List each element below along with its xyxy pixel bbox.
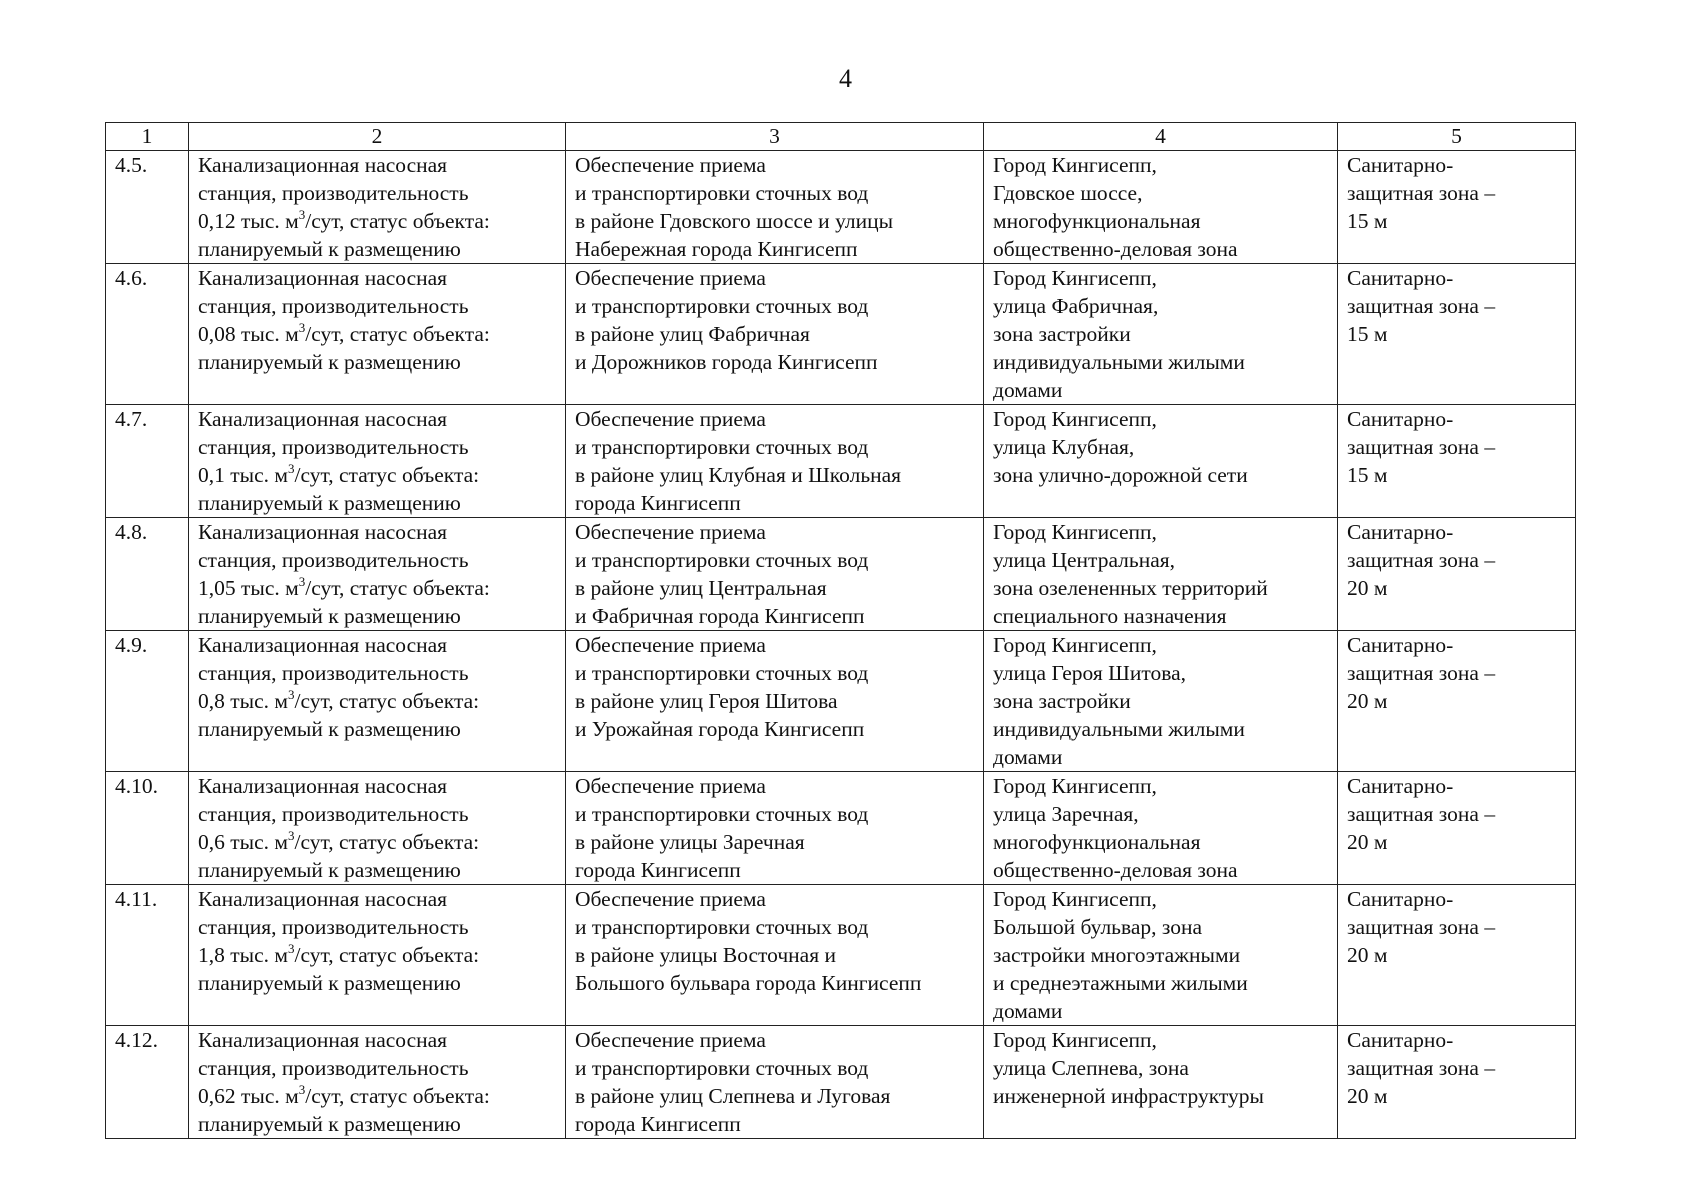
purpose-line: и Дорожников города Кингисепп bbox=[575, 350, 878, 374]
cubic-superscript: 3 bbox=[298, 320, 306, 335]
zone-line: 20 м bbox=[1347, 689, 1388, 713]
location-line: инженерной инфраструктуры bbox=[993, 1084, 1264, 1108]
table-row bbox=[106, 405, 1576, 518]
location-line: зона улично-дорожной сети bbox=[993, 463, 1248, 487]
object-line: планируемый к размещению bbox=[198, 237, 461, 261]
location-line: Город Кингисепп, bbox=[993, 153, 1157, 177]
purpose-line: Обеспечение приема bbox=[575, 520, 766, 544]
zone-line: защитная зона – bbox=[1347, 915, 1496, 939]
capacity-unit-status: /сут, статус объекта: bbox=[305, 322, 490, 346]
object-line: планируемый к размещению bbox=[198, 350, 461, 374]
location-line: Город Кингисепп, bbox=[993, 1028, 1157, 1052]
zone-line: Санитарно- bbox=[1347, 774, 1454, 798]
object-line: станция, производительность bbox=[198, 435, 469, 459]
object-cell bbox=[189, 772, 566, 885]
object-line: Канализационная насосная bbox=[198, 266, 448, 290]
column-number: 5 bbox=[1338, 123, 1576, 151]
row-number-cell bbox=[106, 631, 189, 772]
row-number: 4.5. bbox=[115, 153, 148, 177]
purpose-line: в районе улицы Восточная и bbox=[575, 943, 836, 967]
purpose-line: города Кингисепп bbox=[575, 858, 741, 882]
row-number: 4.9. bbox=[115, 633, 148, 657]
table-body bbox=[106, 151, 1576, 1139]
row-number-cell bbox=[106, 1026, 189, 1139]
object-line: Канализационная насосная bbox=[198, 1028, 448, 1052]
object-cell bbox=[189, 518, 566, 631]
row-number-cell bbox=[106, 151, 189, 264]
zone-cell bbox=[1338, 885, 1576, 1026]
object-line: Канализационная насосная bbox=[198, 407, 448, 431]
capacity-unit-status: /сут, статус объекта: bbox=[305, 576, 490, 600]
location-line: многофункциональная bbox=[993, 209, 1201, 233]
object-cell bbox=[189, 405, 566, 518]
location-cell bbox=[984, 772, 1338, 885]
capacity-unit-status: /сут, статус объекта: bbox=[305, 1084, 490, 1108]
location-line: специального назначения bbox=[993, 604, 1227, 628]
purpose-line: в районе улиц Клубная и Школьная bbox=[575, 463, 902, 487]
object-cell bbox=[189, 631, 566, 772]
location-line: зона застройки bbox=[993, 322, 1131, 346]
zone-cell bbox=[1338, 518, 1576, 631]
purpose-line: и транспортировки сточных вод bbox=[575, 802, 869, 826]
capacity-unit-status: /сут, статус объекта: bbox=[305, 209, 490, 233]
zone-line: Санитарно- bbox=[1347, 153, 1454, 177]
purpose-line: Обеспечение приема bbox=[575, 266, 766, 290]
capacity-value: 0,08 тыс. м bbox=[198, 322, 299, 346]
purpose-line: в районе улиц Фабричная bbox=[575, 322, 810, 346]
purpose-line: и транспортировки сточных вод bbox=[575, 181, 869, 205]
object-line: станция, производительность bbox=[198, 181, 469, 205]
zone-line: 20 м bbox=[1347, 943, 1388, 967]
object-cell bbox=[189, 264, 566, 405]
capacity-value: 1,8 тыс. м bbox=[198, 943, 288, 967]
location-cell bbox=[984, 264, 1338, 405]
purpose-line: Обеспечение приема bbox=[575, 407, 766, 431]
zone-line: защитная зона – bbox=[1347, 1056, 1496, 1080]
object-line: планируемый к размещению bbox=[198, 491, 461, 515]
object-cell bbox=[189, 885, 566, 1026]
zone-line: защитная зона – bbox=[1347, 548, 1496, 572]
location-line: Гдовское шоссе, bbox=[993, 181, 1143, 205]
object-line: планируемый к размещению bbox=[198, 1112, 461, 1136]
purpose-line: и Урожайная города Кингисепп bbox=[575, 717, 865, 741]
object-line: Канализационная насосная bbox=[198, 153, 448, 177]
page-number: 4 bbox=[839, 64, 852, 93]
purpose-line: Обеспечение приема bbox=[575, 633, 766, 657]
purpose-cell bbox=[566, 772, 984, 885]
purpose-cell bbox=[566, 885, 984, 1026]
row-number-cell bbox=[106, 885, 189, 1026]
zone-line: защитная зона – bbox=[1347, 181, 1496, 205]
object-line: станция, производительность bbox=[198, 915, 469, 939]
cubic-superscript: 3 bbox=[298, 574, 306, 589]
capacity-line bbox=[198, 461, 557, 489]
purpose-line: Большого бульвара города Кингисепп bbox=[575, 971, 922, 995]
location-cell bbox=[984, 1026, 1338, 1139]
zone-line: 15 м bbox=[1347, 322, 1388, 346]
purpose-line: и транспортировки сточных вод bbox=[575, 915, 869, 939]
object-cell bbox=[189, 151, 566, 264]
purpose-line: в районе улиц Слепнева и Луговая bbox=[575, 1084, 891, 1108]
location-line: зона озелененных территорий bbox=[993, 576, 1268, 600]
row-number: 4.12. bbox=[115, 1028, 158, 1052]
facilities-table bbox=[105, 122, 1576, 1139]
purpose-cell bbox=[566, 1026, 984, 1139]
location-line: зона застройки bbox=[993, 689, 1131, 713]
object-line: Канализационная насосная bbox=[198, 887, 448, 911]
purpose-line: и транспортировки сточных вод bbox=[575, 661, 869, 685]
row-number-cell bbox=[106, 772, 189, 885]
table-row bbox=[106, 885, 1576, 1026]
capacity-value: 0,8 тыс. м bbox=[198, 689, 288, 713]
zone-line: Санитарно- bbox=[1347, 1028, 1454, 1052]
purpose-line: и транспортировки сточных вод bbox=[575, 548, 869, 572]
location-line: домами bbox=[993, 378, 1063, 402]
zone-cell bbox=[1338, 405, 1576, 518]
capacity-unit-status: /сут, статус объекта: bbox=[294, 689, 480, 713]
location-line: улица Заречная, bbox=[993, 802, 1139, 826]
object-cell bbox=[189, 1026, 566, 1139]
purpose-line: в районе улиц Центральная bbox=[575, 576, 827, 600]
purpose-line: Обеспечение приема bbox=[575, 774, 766, 798]
object-line: планируемый к размещению bbox=[198, 717, 461, 741]
purpose-cell bbox=[566, 518, 984, 631]
location-line: улица Слепнева, зона bbox=[993, 1056, 1189, 1080]
zone-line: Санитарно- bbox=[1347, 407, 1454, 431]
row-number: 4.8. bbox=[115, 520, 148, 544]
location-line: улица Клубная, bbox=[993, 435, 1135, 459]
purpose-line: Обеспечение приема bbox=[575, 1028, 766, 1052]
table-row bbox=[106, 631, 1576, 772]
location-line: домами bbox=[993, 745, 1063, 769]
capacity-value: 0,6 тыс. м bbox=[198, 830, 288, 854]
capacity-line bbox=[198, 574, 557, 602]
zone-line: Санитарно- bbox=[1347, 266, 1454, 290]
purpose-line: Набережная города Кингисепп bbox=[575, 237, 858, 261]
capacity-line bbox=[198, 941, 557, 969]
cubic-superscript: 3 bbox=[288, 941, 295, 956]
object-line: планируемый к размещению bbox=[198, 604, 461, 628]
purpose-line: в районе улицы Заречная bbox=[575, 830, 805, 854]
location-line: застройки многоэтажными bbox=[993, 943, 1241, 967]
row-number: 4.6. bbox=[115, 266, 148, 290]
location-line: общественно-деловая зона bbox=[993, 858, 1238, 882]
zone-cell bbox=[1338, 151, 1576, 264]
object-line: Канализационная насосная bbox=[198, 520, 448, 544]
purpose-line: и транспортировки сточных вод bbox=[575, 294, 869, 318]
zone-line: 20 м bbox=[1347, 576, 1388, 600]
location-line: улица Центральная, bbox=[993, 548, 1176, 572]
purpose-line: и транспортировки сточных вод bbox=[575, 1056, 869, 1080]
capacity-line bbox=[198, 687, 557, 715]
location-line: общественно-деловая зона bbox=[993, 237, 1238, 261]
zone-line: защитная зона – bbox=[1347, 802, 1496, 826]
object-line: планируемый к размещению bbox=[198, 858, 461, 882]
zone-line: 15 м bbox=[1347, 463, 1388, 487]
column-number-row bbox=[106, 123, 1576, 151]
object-line: станция, производительность bbox=[198, 548, 469, 572]
zone-line: защитная зона – bbox=[1347, 661, 1496, 685]
row-number: 4.7. bbox=[115, 407, 148, 431]
zone-line: защитная зона – bbox=[1347, 294, 1496, 318]
purpose-line: и транспортировки сточных вод bbox=[575, 435, 869, 459]
zone-cell bbox=[1338, 631, 1576, 772]
row-number-cell bbox=[106, 264, 189, 405]
row-number: 4.11. bbox=[115, 887, 158, 911]
capacity-value: 0,62 тыс. м bbox=[198, 1084, 299, 1108]
location-line: Город Кингисепп, bbox=[993, 774, 1157, 798]
purpose-line: города Кингисепп bbox=[575, 491, 741, 515]
object-line: станция, производительность bbox=[198, 294, 469, 318]
capacity-line bbox=[198, 320, 557, 348]
zone-cell bbox=[1338, 264, 1576, 405]
zone-line: Санитарно- bbox=[1347, 520, 1454, 544]
purpose-cell bbox=[566, 631, 984, 772]
column-number: 2 bbox=[189, 123, 566, 151]
location-line: индивидуальными жилыми bbox=[993, 717, 1245, 741]
zone-line: 20 м bbox=[1347, 830, 1388, 854]
row-number: 4.10. bbox=[115, 774, 158, 798]
cubic-superscript: 3 bbox=[298, 1082, 306, 1097]
capacity-line bbox=[198, 1082, 557, 1110]
location-line: Город Кингисепп, bbox=[993, 633, 1157, 657]
capacity-unit-status: /сут, статус объекта: bbox=[294, 943, 480, 967]
zone-line: Санитарно- bbox=[1347, 887, 1454, 911]
cubic-superscript: 3 bbox=[298, 207, 306, 222]
location-line: Город Кингисепп, bbox=[993, 520, 1157, 544]
purpose-cell bbox=[566, 405, 984, 518]
location-line: улица Героя Шитова, bbox=[993, 661, 1186, 685]
table-row bbox=[106, 772, 1576, 885]
purpose-cell bbox=[566, 151, 984, 264]
column-number: 4 bbox=[984, 123, 1338, 151]
purpose-line: города Кингисепп bbox=[575, 1112, 741, 1136]
location-line: индивидуальными жилыми bbox=[993, 350, 1245, 374]
purpose-line: Обеспечение приема bbox=[575, 153, 766, 177]
capacity-value: 0,12 тыс. м bbox=[198, 209, 299, 233]
row-number-cell bbox=[106, 518, 189, 631]
cubic-superscript: 3 bbox=[288, 687, 295, 702]
location-line: многофункциональная bbox=[993, 830, 1201, 854]
location-line: улица Фабричная, bbox=[993, 294, 1159, 318]
location-cell bbox=[984, 151, 1338, 264]
object-line: Канализационная насосная bbox=[198, 633, 448, 657]
row-number-cell bbox=[106, 405, 189, 518]
capacity-value: 0,1 тыс. м bbox=[198, 463, 288, 487]
column-number: 1 bbox=[106, 123, 189, 151]
capacity-unit-status: /сут, статус объекта: bbox=[294, 463, 480, 487]
zone-cell bbox=[1338, 772, 1576, 885]
location-cell bbox=[984, 885, 1338, 1026]
zone-line: Санитарно- bbox=[1347, 633, 1454, 657]
location-cell bbox=[984, 405, 1338, 518]
location-line: Большой бульвар, зона bbox=[993, 915, 1203, 939]
location-line: Город Кингисепп, bbox=[993, 407, 1157, 431]
table-row bbox=[106, 1026, 1576, 1139]
purpose-line: Обеспечение приема bbox=[575, 887, 766, 911]
purpose-line: в районе улиц Героя Шитова bbox=[575, 689, 838, 713]
purpose-cell bbox=[566, 264, 984, 405]
zone-line: защитная зона – bbox=[1347, 435, 1496, 459]
capacity-value: 1,05 тыс. м bbox=[198, 576, 299, 600]
object-line: Канализационная насосная bbox=[198, 774, 448, 798]
object-line: станция, производительность bbox=[198, 802, 469, 826]
location-line: домами bbox=[993, 999, 1063, 1023]
zone-cell bbox=[1338, 1026, 1576, 1139]
zone-line: 15 м bbox=[1347, 209, 1388, 233]
object-line: станция, производительность bbox=[198, 1056, 469, 1080]
purpose-line: в районе Гдовского шоссе и улицы bbox=[575, 209, 894, 233]
purpose-line: и Фабричная города Кингисепп bbox=[575, 604, 865, 628]
cubic-superscript: 3 bbox=[288, 461, 295, 476]
cubic-superscript: 3 bbox=[288, 828, 295, 843]
location-cell bbox=[984, 518, 1338, 631]
table-row bbox=[106, 518, 1576, 631]
table-row bbox=[106, 151, 1576, 264]
column-number: 3 bbox=[566, 123, 984, 151]
location-line: Город Кингисепп, bbox=[993, 266, 1157, 290]
location-line: и среднеэтажными жилыми bbox=[993, 971, 1248, 995]
location-cell bbox=[984, 631, 1338, 772]
zone-line: 20 м bbox=[1347, 1084, 1388, 1108]
object-line: планируемый к размещению bbox=[198, 971, 461, 995]
location-line: Город Кингисепп, bbox=[993, 887, 1157, 911]
object-line: станция, производительность bbox=[198, 661, 469, 685]
capacity-line bbox=[198, 828, 557, 856]
table-row bbox=[106, 264, 1576, 405]
capacity-line bbox=[198, 207, 557, 235]
capacity-unit-status: /сут, статус объекта: bbox=[294, 830, 480, 854]
